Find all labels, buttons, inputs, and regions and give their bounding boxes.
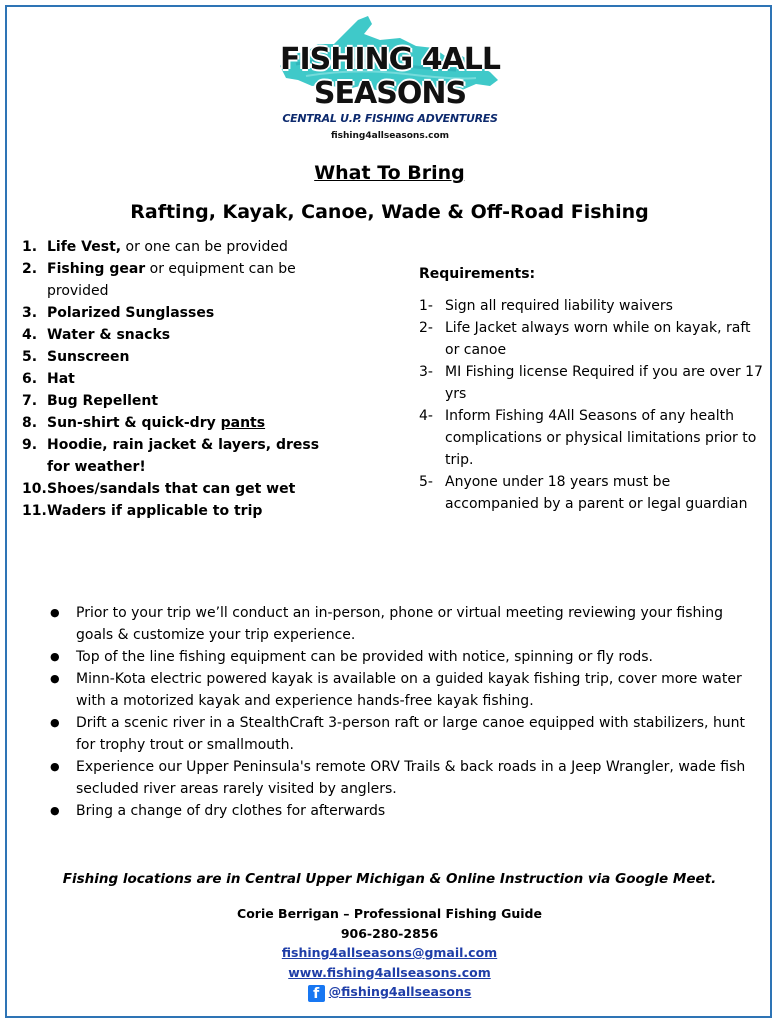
requirement-item [419, 317, 764, 361]
bring-item [22, 500, 342, 522]
bring-item-number: 2. [22, 261, 38, 277]
bring-item-bold: Waders if applicable to trip [47, 503, 263, 519]
bring-item-text [47, 368, 75, 390]
bring-item-bold: Sunscreen [47, 349, 130, 365]
bring-item-number: 6. [22, 371, 38, 387]
requirement-text: MI Fishing license Required if you are over 17 yrs [445, 364, 763, 402]
bring-item [22, 368, 342, 390]
website-link[interactable]: www.fishing4allseasons.com [288, 964, 491, 980]
bring-item [22, 434, 342, 478]
requirement-item [419, 361, 764, 405]
contact-block [0, 904, 779, 1002]
bullet-icon: ● [50, 606, 60, 619]
requirement-text: Inform Fishing 4All Seasons of any health complications or physical limitations prior to trip. [445, 408, 757, 468]
what-to-bring-list [22, 236, 342, 522]
requirement-item [419, 471, 764, 515]
requirement-number: 5- [419, 474, 433, 490]
phone-number: 906-280-2856 [340, 925, 439, 941]
requirement-text: Sign all required liability waivers [445, 298, 673, 314]
email-link[interactable]: fishing4allseasons@gmail.com [281, 945, 498, 960]
bring-item-number: 11. [22, 503, 47, 519]
trip-info-text: Drift a scenic river in a StealthCraft 3-person raft or large canoe equipped with stabilizers, hunt for trophy trout or smallmouth. [76, 715, 746, 753]
requirement-item [419, 295, 764, 317]
bring-item-text [47, 412, 265, 434]
bring-item [22, 324, 342, 346]
bullet-icon: ● [50, 672, 60, 685]
logo [276, 14, 504, 150]
bring-item [22, 302, 342, 324]
bring-item-text [47, 302, 214, 324]
bring-item-number: 4. [22, 327, 38, 343]
bring-item-text [47, 390, 158, 412]
trip-info-item [50, 800, 760, 822]
trip-info-bullets [50, 602, 760, 822]
trip-info-text: Prior to your trip we’ll conduct an in-person, phone or virtual meeting reviewing your fishing goals & customize your trip experience. [76, 605, 724, 643]
bring-item [22, 390, 342, 412]
bring-item-bold: Bug Repellent [47, 393, 159, 409]
bring-item-text [47, 324, 170, 346]
bring-item [22, 236, 342, 258]
page-title: What To Bring [314, 162, 465, 184]
trip-info-item [50, 756, 760, 800]
logo-tagline: CENTRAL U.P. FISHING ADVENTURES [282, 112, 498, 125]
bring-item-bold: Hat [47, 371, 75, 387]
bring-item-bold: Fishing gear [47, 261, 146, 277]
bring-item [22, 346, 342, 368]
bring-item-number: 5. [22, 349, 38, 365]
requirement-item [419, 405, 764, 471]
bullet-icon: ● [50, 650, 60, 663]
bring-item [22, 258, 342, 302]
bring-item-text [47, 478, 295, 500]
bring-item-underlined: pants [220, 415, 266, 431]
trip-info-text: Minn-Kota electric powered kayak is available on a guided kayak fishing trip, cover more water with a motorized kayak and experience hands-free kayak fishing. [76, 671, 742, 709]
facebook-icon[interactable]: f [308, 985, 325, 1002]
bring-item [22, 478, 342, 500]
requirement-number: 4- [419, 408, 433, 424]
bring-item-text [47, 236, 288, 258]
trip-info-item [50, 712, 760, 756]
bring-item-number: 8. [22, 415, 38, 431]
bring-item-bold: Polarized Sunglasses [47, 305, 215, 321]
bring-item-bold: Water & snacks [47, 327, 171, 343]
bring-item-text [47, 434, 342, 478]
requirement-number: 1- [419, 298, 433, 314]
logo-title-line1: FISHING 4ALL [279, 42, 501, 77]
requirements-title: Requirements: [419, 266, 536, 282]
bring-item [22, 412, 342, 434]
bring-item-number: 10. [22, 481, 47, 497]
page-subtitle: Rafting, Kayak, Canoe, Wade & Off-Road Fishing [130, 201, 649, 223]
bring-item-bold: Shoes/sandals that can get wet [47, 481, 296, 497]
trip-info-item [50, 668, 760, 712]
bring-item-bold: Sun-shirt & quick-dry [47, 415, 221, 431]
bring-item-number: 9. [22, 437, 38, 453]
bring-item-bold: Life Vest, [47, 239, 122, 255]
bring-item-number: 3. [22, 305, 38, 321]
requirement-text: Life Jacket always worn while on kayak, raft or canoe [445, 320, 751, 358]
trip-info-text: Bring a change of dry clothes for afterwards [76, 803, 386, 819]
bullet-icon: ● [50, 716, 60, 729]
bring-item-text [47, 500, 262, 522]
requirements-list [419, 295, 764, 515]
guide-name: Corie Berrigan – Professional Fishing Guide [237, 906, 542, 921]
trip-info-text: Experience our Upper Peninsula's remote ORV Trails & back roads in a Jeep Wrangler, wade fish secluded river areas rarely visited by anglers. [76, 759, 746, 797]
logo-title-line2: SEASONS [313, 76, 467, 111]
trip-info-item [50, 646, 760, 668]
bullet-icon: ● [50, 804, 60, 817]
requirements-section [419, 266, 764, 515]
locations-note: Fishing locations are in Central Upper Michigan & Online Instruction via Google Meet. [62, 871, 717, 887]
bring-item-number: 7. [22, 393, 38, 409]
bring-item-rest: or equipment can be provided [47, 261, 296, 299]
requirement-number: 2- [419, 320, 433, 336]
bring-item-rest: or one can be provided [121, 239, 288, 255]
requirement-number: 3- [419, 364, 433, 380]
bring-item-bold: Hoodie, rain jacket & layers, dress for weather! [47, 437, 320, 475]
trip-info-text: Top of the line fishing equipment can be provided with notice, spinning or fly rods. [76, 649, 653, 665]
logo-url: fishing4allseasons.com [330, 131, 450, 141]
bring-item-text [47, 258, 342, 302]
facebook-link[interactable]: @fishing4allseasons [328, 984, 472, 999]
trip-info-item [50, 602, 760, 646]
requirement-text: Anyone under 18 years must be accompanied by a parent or legal guardian [445, 474, 748, 512]
bring-item-text [47, 346, 130, 368]
bring-item-number: 1. [22, 239, 38, 255]
bullet-icon: ● [50, 760, 60, 773]
